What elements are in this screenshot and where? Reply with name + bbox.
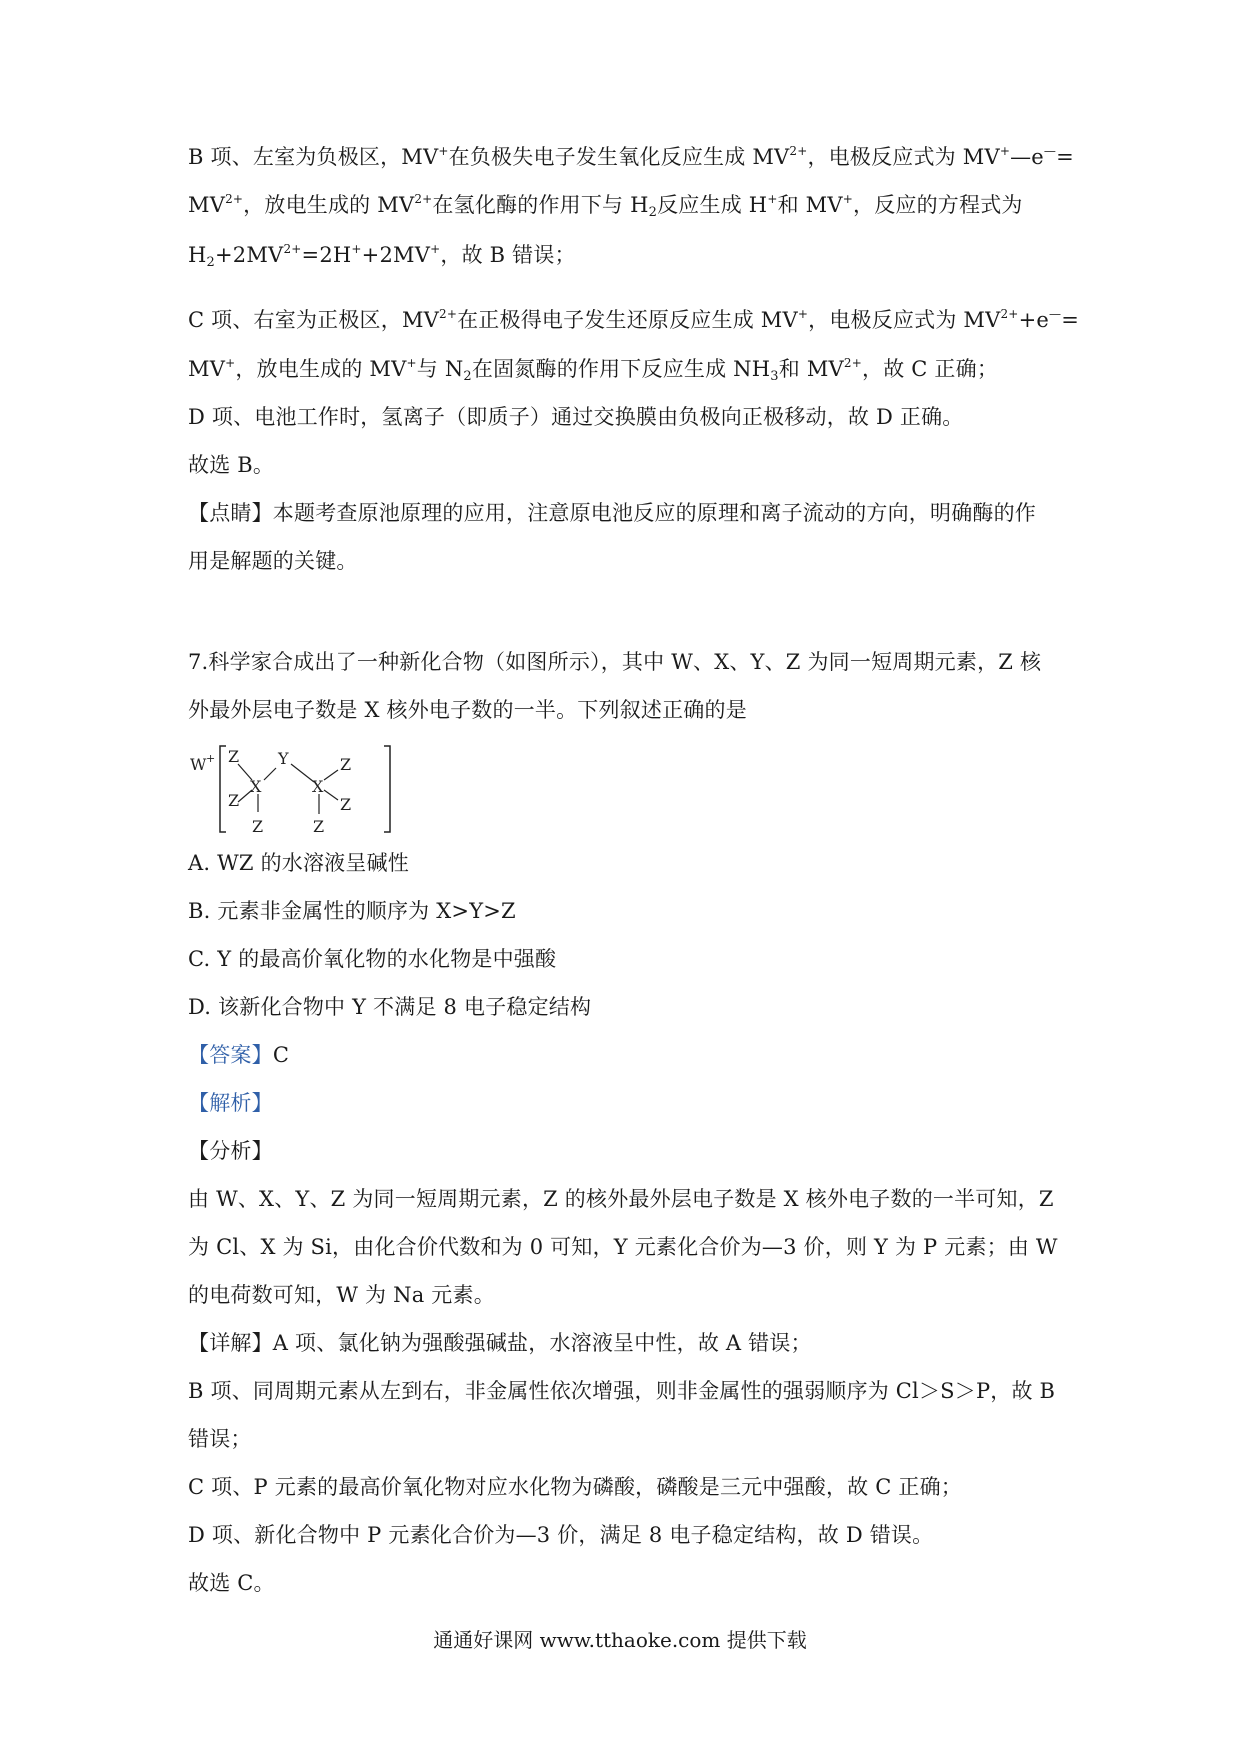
- question-7-stem-line2: 外最外层电子数是 X 核外电子数的一半。下列叙述正确的是: [188, 698, 747, 722]
- answer-line: [188, 1040, 1068, 1070]
- dianjing-line2: 用是解题的关键。: [188, 549, 358, 573]
- xiangjie-line3: 错误；: [188, 1427, 252, 1451]
- fenxi-line1: 由 W、X、Y、Z 为同一短周期元素，Z 的核外最外层电子数是 X 核外电子数的一半可知，Z: [188, 1187, 1054, 1211]
- text-line-choose-b: 故选 B。: [188, 453, 275, 477]
- question-7-stem-line1: 7.科学家合成出了一种新化合物（如图所示），其中 W、X、Y、Z 为同一短周期元素，Z 核: [188, 650, 1042, 674]
- answer-value: C: [272, 1043, 290, 1067]
- text-line-c2: MV+，放电生成的 MV+与 $N_2$在固氮酶的作用下反应生成 $NH_3$和 $MV^{2+}$，故 C 正确；: [188, 356, 999, 384]
- left-bracket: [220, 746, 226, 832]
- right-bracket: [384, 746, 390, 832]
- xiangjie-line4: C 项、P 元素的最高价氧化物对应水化物为磷酸，磷酸是三元中强酸，故 C 正确；: [188, 1475, 962, 1499]
- text-line-b3: $H_2+2MV^{2+}=2H^++2MV^+$，故 B 错误；: [188, 242, 576, 270]
- atom-z-5: Z: [340, 795, 352, 814]
- atom-x-2: X: [312, 777, 324, 796]
- atom-z-6: Z: [313, 817, 325, 836]
- atom-z-4: Z: [340, 755, 352, 774]
- text-line-d: D 项、电池工作时，氢离子（即质子）通过交换膜由负极向正极移动，故 D 正确。: [188, 405, 964, 429]
- option-c: C. Y 的最高价氧化物的水化物是中强酸: [188, 947, 557, 971]
- jiexi-tag: 【解析】: [188, 1091, 273, 1115]
- answer-tag: 【答案】: [188, 1043, 273, 1067]
- fenxi-line2: 为 Cl、X 为 Si，由化合价代数和为 0 可知，Y 元素化合价为—3 价，则 Y 为 P 元素；由 W: [188, 1235, 1058, 1259]
- atom-x-1: X: [250, 777, 262, 796]
- fenxi-line3: 的电荷数可知，W 为 Na 元素。: [188, 1283, 495, 1307]
- text-line-b2: $MV^{2+}$，放电生成的 $MV^{2+}$在氢化酶的作用下与 $H_2$反应生成 H+和 MV+，反应的方程式为: [188, 192, 1023, 220]
- option-d: D. 该新化合物中 Y 不满足 8 电子稳定结构: [188, 995, 592, 1019]
- text-line-b1: B 项、左室为负极区，MV+在负极失电子发生氧化反应生成 $MV^{2+}$，电极反应式为 MV+—e—=: [188, 144, 1074, 169]
- atom-z-3: Z: [252, 817, 264, 836]
- option-a: A. WZ 的水溶液呈碱性: [188, 851, 409, 875]
- atom-y: Y: [278, 749, 289, 768]
- atom-z-1: Z: [228, 747, 240, 766]
- xiangjie-line1: 【详解】A 项、氯化钠为强酸强碱盐，水溶液呈中性，故 A 错误；: [188, 1331, 812, 1355]
- fenxi-tag: 【分析】: [188, 1139, 273, 1163]
- cation-w-charge: +: [206, 752, 216, 765]
- xiangjie-line2: B 项、同周期元素从左到右，非金属性依次增强，则非金属性的强弱顺序为 Cl＞S＞P，故 B: [188, 1379, 1056, 1403]
- atom-z-2: Z: [228, 791, 240, 810]
- option-b: B. 元素非金属性的顺序为 X>Y>Z: [188, 899, 516, 923]
- compound-structure-figure: [188, 742, 418, 837]
- dianjing-line1: 【点睛】本题考查原池原理的应用，注意原电池反应的原理和离子流动的方向，明确酶的作: [188, 501, 1036, 525]
- page-footer: 通通好课网 www.tthaoke.com 提供下载: [433, 1628, 807, 1652]
- text-line-c1: C 项、右室为正极区，$MV^{2+}$在正极得电子发生还原反应生成 MV+，电极反应式为 $MV^{2+}+e^—=$: [188, 307, 1079, 332]
- cation-w: W: [190, 755, 207, 774]
- structure-svg: [188, 742, 418, 837]
- xiangjie-line5: D 项、新化合物中 P 元素化合价为—3 价，满足 8 电子稳定结构，故 D 错误。: [188, 1523, 934, 1547]
- xiangjie-line6: 故选 C。: [188, 1571, 275, 1595]
